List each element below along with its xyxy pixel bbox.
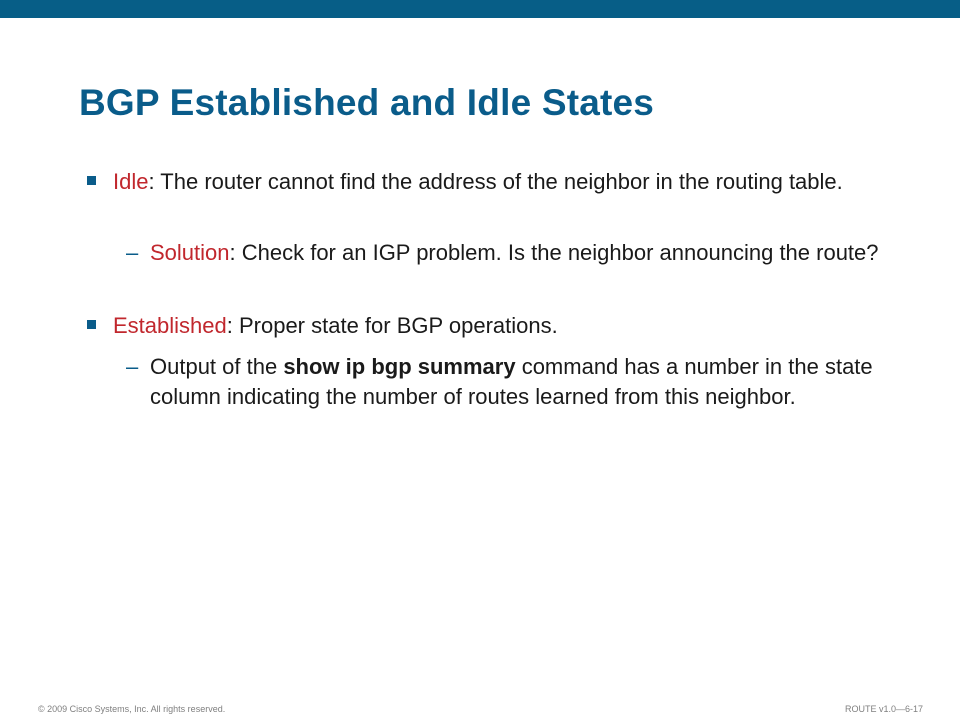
square-bullet-icon — [87, 176, 96, 185]
term-established: Established — [113, 313, 227, 338]
output-text-after: command has a number in the state column indicating the number of routes learned from this neighbor. — [150, 354, 873, 409]
idle-description: : The router cannot find the address of the neighbor in the routing table. — [148, 169, 843, 194]
term-solution: Solution — [150, 240, 230, 265]
command-show-ip-bgp-summary: show ip bgp summary — [283, 354, 516, 379]
square-bullet-icon — [87, 320, 96, 329]
solution-description: : Check for an IGP problem. Is the neighbor announcing the route? — [229, 240, 879, 265]
bullet-established — [113, 311, 873, 341]
dash-marker: – — [126, 354, 139, 379]
bullet-idle — [113, 167, 873, 197]
subbullet-output — [126, 352, 895, 412]
subbullet-solution — [126, 238, 895, 268]
output-text-before: Output of the — [150, 354, 284, 379]
term-idle: Idle — [113, 169, 149, 194]
footer-copyright: © 2009 Cisco Systems, Inc. All rights reserved. — [38, 704, 226, 714]
established-description: : Proper state for BGP operations. — [226, 313, 558, 338]
dash-marker: – — [126, 240, 139, 265]
slide-title: BGP Established and Idle States — [79, 82, 655, 123]
footer-slide-number: ROUTE v1.0—6-17 — [844, 704, 923, 714]
